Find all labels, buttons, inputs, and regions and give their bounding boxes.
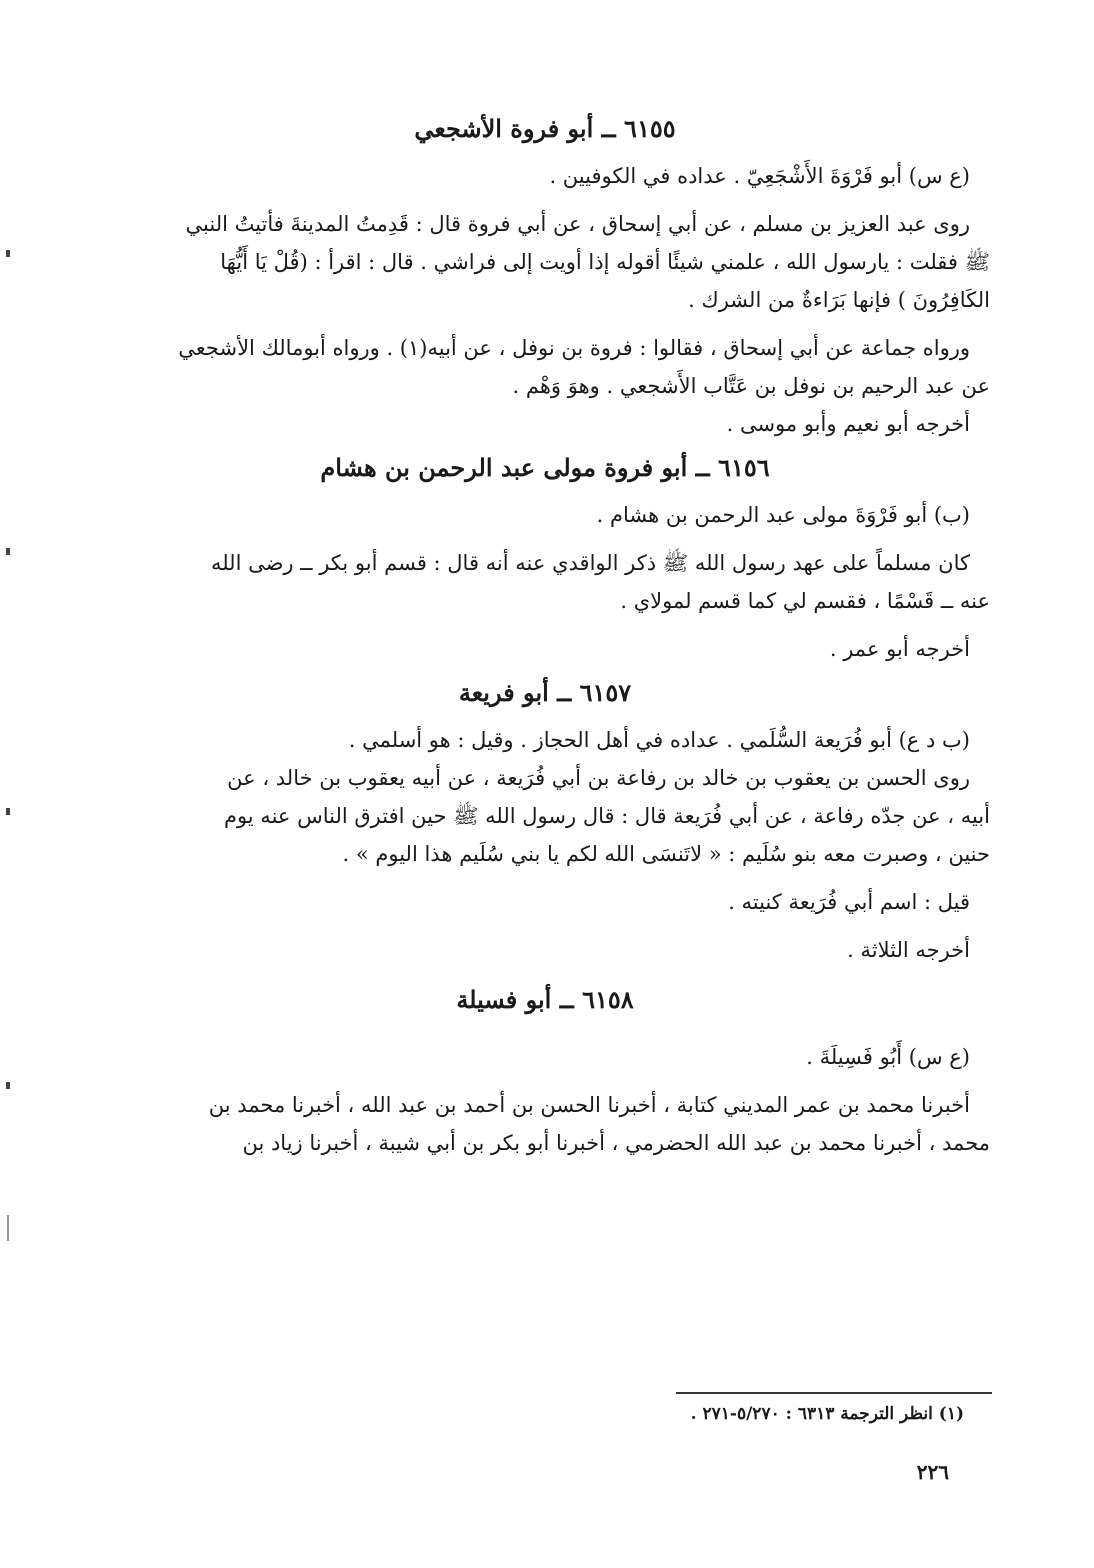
attribution-line: أخرجه الثلاثة . [847,938,970,962]
margin-mark [6,250,10,257]
margin-mark [6,808,10,815]
page-number: ٢٢٦ [916,1460,949,1484]
text-line: حنين ، وصبرت معه بنو سُلَيم : « لاتَنسَى الله لكم يا بني سُلَيم هذا اليوم » . [342,842,990,866]
page-body [100,100,990,1162]
text-line: عنه ــ قَسْمًا ، فقسم لي كما قسم لمولاي . [620,589,990,613]
text-line: الكَافِرُونَ ) فإنها بَرَاءةٌ من الشرك . [688,288,990,312]
margin-mark [6,1082,10,1089]
entry-source-line: (ع س) أَبُو فَسِيلَةَ . [806,1045,970,1069]
entry-title: ٦١٥٥ ــ أبو فروة الأشجعي [414,114,676,143]
text-line: قيل : اسم أبي فُرَيعة كنيته . [728,890,970,914]
attribution-line: أخرجه أبو عمر . [829,637,970,661]
text-line: ﷺ فقلت : يارسول الله ، علمني شيئًا أقوله إذا أويت إلى فراشي . قال : اقرأ : (قُلْ يَا أَيُّهَا [220,250,990,274]
text-line: أخبرنا محمد بن عمر المديني كتابة ، أخبرنا الحسن بن أحمد بن عبد الله ، أخبرنا محمد بن [208,1093,970,1117]
entry-source-line: (ب) أبو فَرْوَةَ مولى عبد الرحمن بن هشام . [596,503,970,527]
margin-mark [6,548,10,555]
attribution-line: أخرجه أبو نعيم وأبو موسى . [726,412,970,436]
footnote-divider [676,1392,992,1394]
text-line: روى الحسن بن يعقوب بن خالد بن رفاعة بن أبي فُرَيعة ، عن أبيه يعقوب بن خالد ، عن [227,766,970,790]
footnote: (١) انظر الترجمة ٦٣١٣ : ٥/٢٧٠-٢٧١ . [690,1404,964,1424]
entry-source-line: (ع س) أبو فَرْوَةَ الأَشْجَعِيّ . عداده في الكوفيين . [549,164,970,188]
text-line: كان مسلماً على عهد رسول الله ﷺ ذكر الواقدي عنه أنه قال : قسم أبو بكر ــ رضى الله [210,551,970,575]
text-line: محمد ، أخبرنا محمد بن عبد الله الحضرمي ، أخبرنا أبو بكر بن أبي شيبة ، أخبرنا زياد بن [242,1131,990,1155]
text-line: ورواه جماعة عن أبي إسحاق ، فقالوا : فروة بن نوفل ، عن أبيه(١) . ورواه أبومالك الأشجعي [178,336,970,360]
entry-title: ٦١٥٧ ــ أبو فريعة [458,678,632,707]
entry-title: ٦١٥٦ ــ أبو فروة مولى عبد الرحمن بن هشام [320,453,770,482]
text-line: أبيه ، عن جدّه رفاعة ، عن أبي فُرَيعة قال : قال رسول الله ﷺ حين افترق الناس عنه يوم [223,804,990,828]
text-line: روى عبد العزيز بن مسلم ، عن أبي إسحاق ، عن أبي فروة قال : قَدِمتُ المدينةَ فأتيتُ النبي [185,212,970,236]
entry-title: ٦١٥٨ ــ أبو فسيلة [456,985,634,1014]
text-line: عن عبد الرحيم بن نوفل بن عَتَّاب الأَشجعي . وهوَ وَهْم . [512,374,990,398]
margin-mark [7,1215,9,1241]
entry-source-line: (ب د ع) أبو فُرَيعة السُّلَمي . عداده في أهل الحجاز . وقيل : هو أسلمي . [348,728,970,752]
